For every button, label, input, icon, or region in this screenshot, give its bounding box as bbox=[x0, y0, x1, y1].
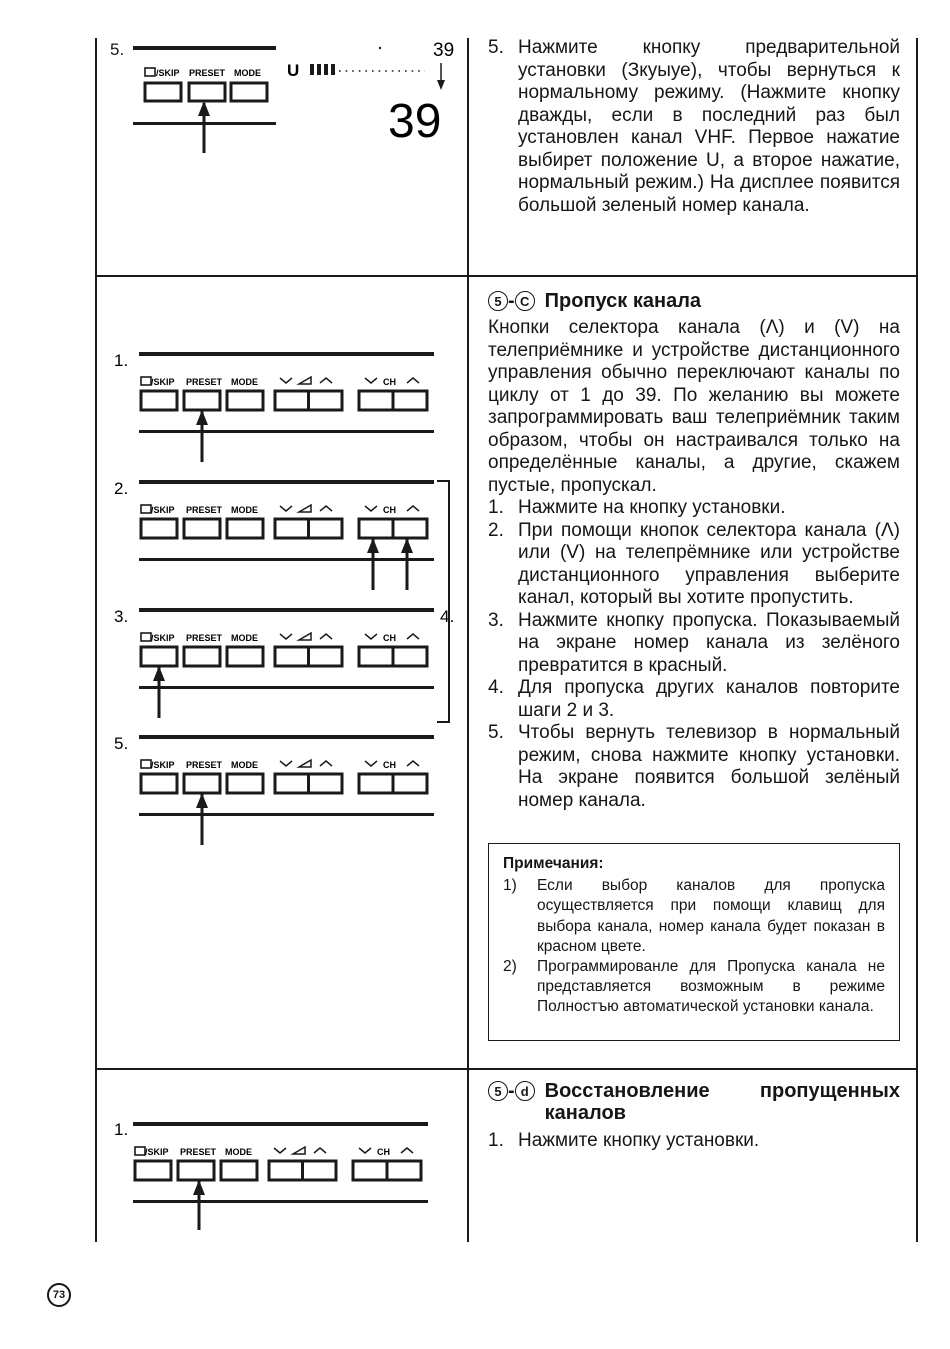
circled-number-icon: 5 bbox=[488, 291, 508, 311]
section-title: Восстановление пропущенных каналов bbox=[544, 1080, 900, 1124]
panel-step-1 bbox=[139, 352, 434, 462]
page-number: 73 bbox=[47, 1283, 71, 1307]
step-number: 5. bbox=[488, 37, 504, 58]
panel-restore-step-1 bbox=[133, 1122, 428, 1230]
restore-diagram bbox=[97, 1072, 465, 1240]
diagram-step-4: 4. bbox=[440, 607, 455, 626]
list-item: 1. Нажмите кнопку установки. bbox=[488, 1130, 760, 1151]
diagram-step-3: 3. bbox=[114, 607, 129, 626]
section-d-steps bbox=[488, 1130, 900, 1153]
section-c-text bbox=[488, 290, 900, 812]
svg-text:/SKIP: /SKIP bbox=[151, 505, 175, 515]
section-c-steps bbox=[488, 497, 900, 812]
mode-label: MODE bbox=[234, 68, 261, 78]
section-d-heading bbox=[488, 1080, 900, 1124]
svg-text:PRESET: PRESET bbox=[186, 505, 223, 515]
svg-text:/SKIP: /SKIP bbox=[151, 633, 175, 643]
top-step-text-block bbox=[488, 37, 900, 217]
preset-label: PRESET bbox=[189, 68, 226, 78]
notes-list bbox=[503, 876, 885, 1017]
repeat-bracket bbox=[437, 481, 449, 722]
diagram-step-2: 2. bbox=[114, 479, 129, 498]
center-divider bbox=[467, 38, 469, 1242]
list-item: 1. Нажмите на кнопку установки. bbox=[488, 497, 786, 518]
top-panel-illustration bbox=[100, 38, 465, 273]
panel-top-edge bbox=[133, 46, 276, 50]
display-channel-large: 39 bbox=[388, 95, 442, 148]
svg-text:MODE: MODE bbox=[231, 505, 258, 515]
panel-step-2 bbox=[139, 480, 434, 590]
list-item: 4. Для пропуска других каналов повторите шаги 2 и 3. bbox=[488, 677, 900, 721]
right-border bbox=[916, 38, 918, 1242]
svg-text:MODE: MODE bbox=[231, 633, 258, 643]
svg-text:/SKIP: /SKIP bbox=[145, 1147, 169, 1157]
row-divider-1 bbox=[95, 275, 918, 277]
panel-labels bbox=[145, 68, 261, 78]
svg-text:PRESET: PRESET bbox=[180, 1147, 217, 1157]
svg-text:PRESET: PRESET bbox=[186, 760, 223, 770]
diagram-step-5: 5. bbox=[114, 734, 129, 753]
svg-text:MODE: MODE bbox=[231, 760, 258, 770]
display-channel-small: 39 bbox=[433, 40, 455, 61]
svg-text:MODE: MODE bbox=[225, 1147, 252, 1157]
skip-button bbox=[145, 83, 181, 101]
display-band: U bbox=[287, 61, 300, 80]
section-c-heading bbox=[488, 290, 900, 312]
notes-box bbox=[488, 843, 900, 1041]
panel-step-5 bbox=[139, 735, 434, 845]
svg-text:PRESET: PRESET bbox=[186, 377, 223, 387]
svg-text:CH: CH bbox=[377, 1147, 390, 1157]
svg-text:/SKIP: /SKIP bbox=[151, 760, 175, 770]
section-intro: Кнопки селектора канала (Λ) и (V) на телеприёмнике и устройстве дистанционного управления обычно переключают каналы по циклу от 1 до 39. По желанию вы можете запрограммировать ваш телеприёмник таким образом, чтобы он настраивался только на определённые каналы, а другие, скажем пустые, пропускал. bbox=[488, 317, 900, 496]
notes-title: Примечания: bbox=[503, 855, 604, 872]
section-title: Пропуск канала bbox=[544, 290, 702, 312]
svg-text:MODE: MODE bbox=[231, 377, 258, 387]
svg-text:/SKIP: /SKIP bbox=[151, 377, 175, 387]
svg-text:CH: CH bbox=[383, 377, 396, 387]
preset-button bbox=[189, 83, 225, 101]
panel-step-3 bbox=[139, 608, 434, 718]
skip-label: /SKIP bbox=[156, 68, 180, 78]
list-item bbox=[488, 37, 900, 217]
section-d-text bbox=[488, 1080, 900, 1153]
circled-letter-icon: d bbox=[515, 1081, 535, 1101]
list-item: 5. Чтобы вернуть телевизор в нормальный режим, снова нажмите кнопку установки. На экране появится большой зелёный номер канала. bbox=[488, 722, 900, 811]
section-marker: 5 - C bbox=[488, 290, 535, 312]
diagram-step-1: 1. bbox=[114, 1120, 129, 1139]
press-arrow bbox=[198, 101, 210, 153]
section-marker: 5 - d bbox=[488, 1080, 535, 1102]
list-item: 3. Нажмите кнопку пропуска. Показываемый на экране номер канала из зелёного превратится в красный. bbox=[488, 609, 900, 676]
step-text: Нажмите кнопку предварительной установки (Зкуыуе), чтобы вернуться к нормальному режиму. (Нажмите кнопку дважды, если в последний раз был установлен канал VHF. Первое нажатие выбирет положение U, а второе нажатие, нормальный режим.) На дисплее появится большой зеленый номер канала. bbox=[518, 37, 900, 216]
circled-letter-icon: C bbox=[515, 291, 535, 311]
circled-number-icon: 5 bbox=[488, 1081, 508, 1101]
svg-text:CH: CH bbox=[383, 760, 396, 770]
list-item: 2) Программированле для Пропуска канала не представляется возможным в режиме Полностъю автоматической установки канала. bbox=[503, 958, 885, 1016]
svg-text:CH: CH bbox=[383, 505, 396, 515]
row-divider-2 bbox=[95, 1068, 918, 1070]
svg-text:CH: CH bbox=[383, 633, 396, 643]
diagram-step-1: 1. bbox=[114, 351, 129, 370]
skip-diagram bbox=[97, 278, 465, 1068]
svg-text:PRESET: PRESET bbox=[186, 633, 223, 643]
list-item: 2. При помощи кнопок селектора канала (Λ) или (V) на телепрёмнике или устройстве дистанционного управления выберите канал, который вы хотите пропустить. bbox=[488, 519, 900, 608]
mode-button bbox=[231, 83, 267, 101]
top-step-label: 5. bbox=[110, 40, 125, 59]
list-item: 1) Если выбор каналов для пропуска осуществляется при помощи клавищ для выбора канала, номер канала будет показан в красном цвете. bbox=[503, 877, 885, 955]
channel-display bbox=[287, 40, 454, 148]
